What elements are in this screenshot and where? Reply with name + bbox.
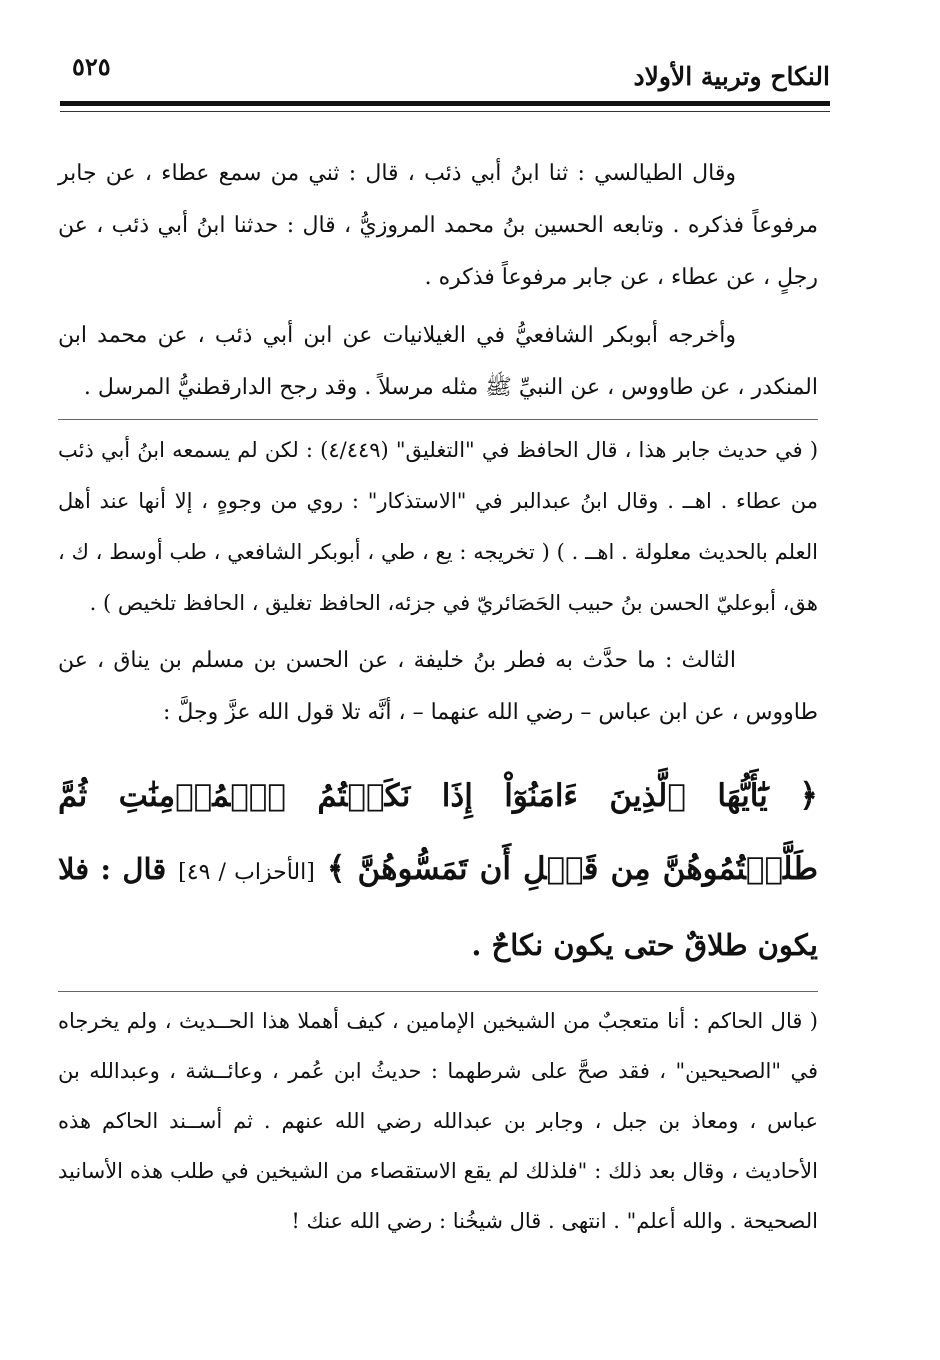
page-body	[58, 148, 818, 1246]
quran-verse-block	[58, 759, 818, 981]
page-number: ٥٢٥	[72, 52, 111, 81]
header-rule-thick	[60, 101, 830, 106]
paragraph-shafii: وأخرجه أبوبكر الشافعيُّ في الغيلانيات عن ابن أبي ذئب ، عن محمد ابن المنكدر ، عن طاووس ، عن النبيِّ ﷺ مثله مرسلاً . وقد رجح الدارقطنيُّ المرسل .	[58, 323, 818, 400]
paragraph-tayalisi: وقال الطيالسي : ثنا ابنُ أبي ذئب ، قال : ثني من سمع عطاء ، عن جابر مرفوعاً فذكره . وتابعه الحسين بنُ محمد المروزيُّ ، قال : حدثنا ابنُ أبي ذئب ، عن رجلٍ ، عن عطاء ، عن جابر مرفوعاً فذكره .	[58, 161, 818, 290]
footnote-hakim: ( قال الحاكم : أنا متعجبٌ من الشيخين الإمامين ، كيف أهملا هذا الحــديث ، ولم يخرجاه في "الصحيحين" ، فقد صحَّ على شرطهما : حديثُ ابن عُمر ، وعائــشة ، وعبدالله بن عباس ، ومعاذ بن جبل ، وجابر بن عبدالله رضي الله عنهم . ثم أســند الحاكم هذه الأحاديث ، وقال بعد ذلك : "فلذلك لم يقع الاستقصاء من الشيخين في طلب هذه الأسانيد الصحيحة . والله أعلم" . انتهى . قال شيخُنا : رضي الله عنك !	[58, 991, 818, 1246]
paragraph-third: الثالث : ما حدَّث به فطر بنُ خليفة ، عن الحسن بن مسلم بن يناق ، عن طاووس ، عن ابن عباس – رضي الله عنهما – ، أنَّه تلا قول الله عزَّ وجلَّ :	[58, 648, 818, 725]
verse-close-bracket: ﴾	[326, 849, 346, 887]
verse-open-bracket: ﴿	[799, 776, 818, 814]
header-rule-thin	[60, 111, 830, 112]
verse-commentary: قال : فلا يكون طلاقٌ حتى يكون نكاحٌ .	[58, 852, 818, 962]
footnote-jabir-hadith: ( في حديث جابر هذا ، قال الحافظ في "التغليق" (٤/٤٤٩) : لكن لم يسمعه ابنُ أبي ذئب من عطاء . اهــ . وقال ابنُ عبدالبر في "الاستذكار" : روي من وجوهٍ ، إلا أنها عند أهل العلم بالحديث معلولة . اهــ . ) ( تخريجه : يع ، طي ، أبوبكر الشافعي ، طب أوسط ، ك ، هق، أبوعليّ الحسن بنُ حبيب الحَصَائريّ في جزئه، الحافظ تغليق ، الحافظ تلخيص ) .	[58, 419, 818, 629]
page-header	[60, 52, 830, 102]
verse-reference: [الأحزاب / ٤٩]	[178, 860, 315, 885]
verse-text: يَٰٓأَيُّهَا ٱلَّذِينَ ءَامَنُوٓاْ إِذَا نَكَحۡتُمُ ٱلۡمُؤۡمِنَٰتِ ثُمَّ طَلَّقۡتُمُوهُنَّ مِن قَبۡلِ أَن تَمَسُّوهُنَّ	[58, 778, 818, 887]
running-title: النكاح وتربية الأولاد	[633, 62, 830, 91]
